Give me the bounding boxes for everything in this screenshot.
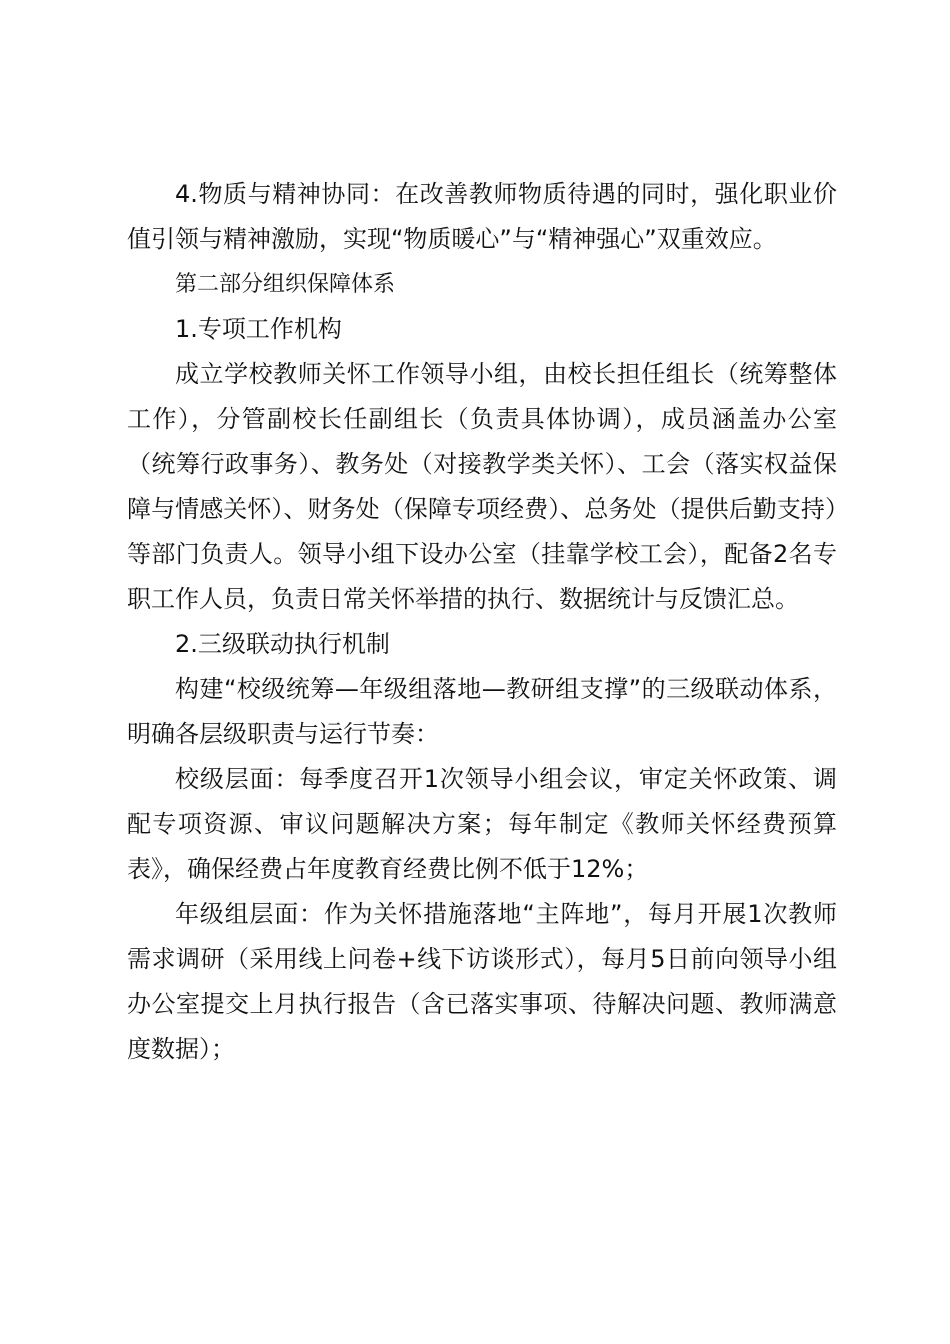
document-body [127,172,837,1072]
paragraph-grade-level: 年级组层面：作为关怀措施落地“主阵地”，每月开展1次教师需求调研（采用线上问卷+线下访谈形式），每月5日前向领导小组办公室提交上月执行报告（含已落实事项、待解决问题、教师满意度数据）； [127,900,837,1063]
subheading-special-agency: 1.专项工作机构 [175,315,342,343]
paragraph-leadership-group: 成立学校教师关怀工作领导小组，由校长担任组长（统筹整体工作），分管副校长任副组长（负责具体协调），成员涵盖办公室（统筹行政事务）、教务处（对接教学类关怀）、工会（落实权益保障与情感关怀）、财务处（保障专项经费）、总务处（提供后勤支持）等部门负责人。领导小组下设办公室（挂靠学校工会），配备2名专职工作人员，负责日常关怀举措的执行、数据统计与反馈汇总。 [127,360,837,613]
paragraph-school-level: 校级层面：每季度召开1次领导小组会议，审定关怀政策、调配专项资源、审议问题解决方案；每年制定《教师关怀经费预算表》，确保经费占年度教育经费比例不低于12%； [127,765,837,883]
subheading-three-level-mechanism: 2.三级联动执行机制 [175,630,390,658]
paragraph-three-level-system: 构建“校级统筹—年级组落地—教研组支撑”的三级联动体系，明确各层级职责与运行节奏： [127,675,837,748]
section-heading-part-two: 第二部分组织保障体系 [175,272,396,297]
paragraph-material-spiritual: 4.物质与精神协同：在改善教师物质待遇的同时，强化职业价值引领与精神激励，实现“物质暖心”与“精神强心”双重效应。 [127,180,837,253]
